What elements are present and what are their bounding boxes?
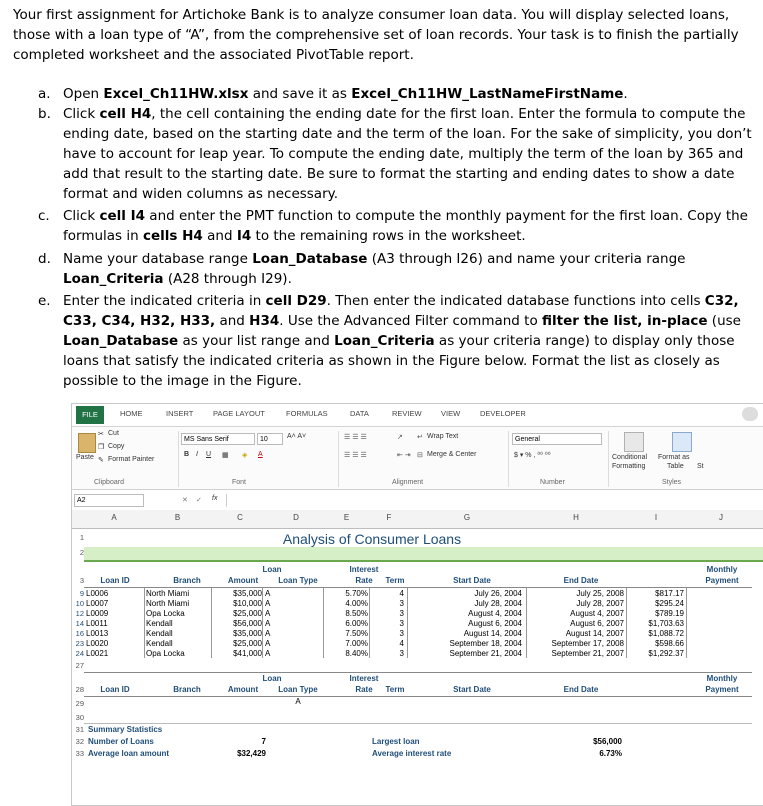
criteria-header-loan: Loan	[262, 674, 282, 683]
cell-loan-type[interactable]: A	[265, 619, 271, 628]
cell-border	[407, 588, 408, 658]
header-payment: Payment	[705, 576, 739, 585]
row-header[interactable]: 31	[75, 725, 84, 734]
number-format-select[interactable]: General	[512, 433, 602, 445]
summary-largest-label: Largest loan	[372, 737, 420, 746]
cell-term[interactable]: 3	[399, 609, 404, 618]
tab-insert[interactable]: INSERT	[166, 409, 194, 418]
cell-term[interactable]: 4	[399, 589, 404, 598]
column-header[interactable]: D	[293, 513, 299, 522]
summary-num-loans-value[interactable]: 7	[261, 737, 266, 746]
cell-payment[interactable]: $1,703.63	[648, 619, 684, 628]
criteria-header-branch: Branch	[173, 685, 201, 694]
cell-payment[interactable]: $817.17	[655, 589, 684, 598]
cancel-icon[interactable]: ✕	[182, 497, 188, 504]
criteria-header-rate: Rate	[355, 685, 373, 694]
cell-branch[interactable]: North Miami	[146, 589, 190, 598]
cell-end-date[interactable]: August 6, 2007	[570, 619, 624, 628]
intro-paragraph: Your first assignment for Artichoke Bank is to analyze consumer loan data. You will display selected loans, those with a loan type of “A”, from the comprehensive set of loan records. Your task is to finish the partially completed worksheet and the associated PivotTable report.	[13, 7, 739, 63]
divider	[178, 431, 179, 487]
align-left-icon[interactable]: ☰ ☰ ☰	[344, 452, 367, 459]
cell-loan-type[interactable]: A	[265, 589, 271, 598]
cell-term[interactable]: 3	[399, 619, 404, 628]
column-header[interactable]: I	[654, 513, 658, 522]
cell-loan-type[interactable]: A	[265, 599, 271, 608]
cell-branch[interactable]: Opa Locka	[146, 649, 185, 658]
cell-branch[interactable]: Kendall	[146, 629, 173, 638]
step-text: Click cell I4 and enter the PMT function to compute the monthly payment for the first loan. Copy the formulas in cells H4 and I4 to the remaining rows in the worksheet.	[63, 208, 748, 244]
step-text: Open Excel_Ch11HW.xlsx and save it as Excel_Ch11HW_LastNameFirstName.	[63, 86, 628, 102]
cell-border	[626, 588, 627, 658]
bold-icon[interactable]: B	[184, 451, 190, 458]
row-header[interactable]: 3	[79, 576, 84, 585]
cell-loan-id[interactable]: L0011	[86, 619, 108, 628]
cell-amount[interactable]: $35,000	[233, 629, 262, 638]
column-headers	[72, 510, 763, 529]
row-header[interactable]: 14	[75, 619, 84, 628]
tab-page-layout[interactable]: PAGE LAYOUT	[213, 409, 265, 418]
criteria-header-end-date: End Date	[563, 685, 599, 694]
cell-start-date[interactable]: August 6, 2004	[468, 619, 522, 628]
step-text: Click cell H4, the cell containing the ending date for the first loan. Enter the formula to compute the ending date, based on the starting date and the term of the loan. For the sake of simplicity, you don’t have to account for leap year. To compute the ending date, multiply the term of the loan by 365 and add that result to the starting date. Be sure to format the starting and ending dates to show a date format and widen columns as necessary.	[63, 106, 752, 202]
merge-icon[interactable]: ⊟	[417, 452, 423, 459]
cell-border	[211, 588, 212, 658]
header-loan: Loan	[262, 565, 282, 574]
title-underline	[84, 560, 763, 562]
alignment-group-label: Alignment	[392, 479, 424, 486]
header-amount: Amount	[227, 576, 259, 585]
conditional-formatting-icon[interactable]	[624, 432, 644, 452]
cell-end-date[interactable]: July 28, 2007	[576, 599, 624, 608]
summary-avg-rate-label: Average interest rate	[372, 749, 452, 758]
cell-start-date[interactable]: July 26, 2004	[474, 589, 522, 598]
cell-rate[interactable]: 6.00%	[345, 619, 368, 628]
row-header[interactable]: 1	[79, 533, 84, 542]
format-painter-button[interactable]: Format Painter	[108, 456, 155, 463]
cell-end-date[interactable]: August 4, 2007	[570, 609, 624, 618]
cell-payment[interactable]: $1,088.72	[648, 629, 684, 638]
cell-start-date[interactable]: August 14, 2004	[463, 629, 522, 638]
cell-loan-type[interactable]: A	[265, 649, 271, 658]
clipboard-group-label: Clipboard	[94, 479, 124, 486]
divider	[508, 431, 509, 487]
font-size-select[interactable]: 10	[257, 433, 283, 445]
number-group-label: Number	[540, 479, 565, 486]
tab-view[interactable]: VIEW	[441, 409, 461, 418]
header-start-date: Start Date	[453, 576, 491, 585]
criteria-border	[84, 672, 752, 673]
format-as-table-icon[interactable]	[672, 432, 692, 452]
header-monthly: Monthly	[706, 565, 738, 574]
insert-function-button[interactable]: fx	[212, 495, 218, 502]
cell-term[interactable]: 3	[399, 599, 404, 608]
conditional-formatting-button[interactable]: Conditional	[612, 454, 648, 461]
tab-developer[interactable]: DEVELOPER	[480, 409, 526, 418]
row-header[interactable]: 27	[75, 661, 84, 670]
header-loan-id: Loan ID	[100, 576, 130, 585]
cell-start-date[interactable]: August 4, 2004	[468, 609, 522, 618]
divider	[608, 431, 609, 487]
summary-avg-rate-value[interactable]: 6.73%	[599, 749, 622, 758]
column-header[interactable]: F	[386, 513, 392, 522]
selected-row-2	[84, 547, 763, 560]
cell-loan-id[interactable]: L0021	[86, 649, 109, 658]
formula-bar	[72, 490, 763, 511]
cell-loan-id[interactable]: L0006	[86, 589, 109, 598]
paste-button[interactable]: Paste	[76, 454, 94, 461]
step-text: Name your database range Loan_Database (A3 through I26) and name your criteria range Loan_Criteria (A28 through I29).	[63, 251, 686, 287]
cell-term[interactable]: 3	[399, 629, 404, 638]
header-term: Term	[385, 576, 405, 585]
enter-icon[interactable]: ✓	[196, 497, 202, 504]
criteria-header-start-date: Start Date	[453, 685, 491, 694]
row-header[interactable]: 30	[75, 713, 84, 722]
tab-formulas[interactable]: FORMULAS	[286, 409, 328, 418]
cell-payment[interactable]: $789.19	[655, 609, 684, 618]
step-marker: a.	[38, 86, 51, 102]
cell-amount[interactable]: $56,000	[233, 619, 262, 628]
cell-end-date[interactable]: September 21, 2007	[551, 649, 624, 658]
sheet-title: Analysis of Consumer Loans	[282, 531, 462, 547]
cell-term[interactable]: 3	[399, 649, 404, 658]
cell-rate[interactable]: 8.50%	[345, 609, 368, 618]
name-box[interactable]: A2	[74, 494, 144, 507]
criteria-header-payment: Payment	[705, 685, 739, 694]
column-header[interactable]: E	[343, 513, 350, 522]
cut-icon[interactable]: ✂	[98, 431, 104, 438]
row-header[interactable]: 10	[75, 599, 84, 608]
indent-icon[interactable]: ⇤ ⇥	[397, 452, 411, 459]
column-header[interactable]: A	[111, 513, 117, 522]
table-label: Table	[667, 463, 684, 470]
cell-rate[interactable]: 7.00%	[345, 639, 368, 648]
cell-branch[interactable]: Kendall	[146, 619, 173, 628]
cell-rate[interactable]: 5.70%	[345, 589, 368, 598]
cell-border	[262, 588, 263, 658]
fill-color-icon[interactable]: ◈	[242, 452, 248, 459]
row-header[interactable]: 32	[75, 737, 84, 746]
row-header[interactable]: 2	[79, 548, 84, 557]
row-header[interactable]: 9	[79, 589, 84, 598]
row-header[interactable]: 24	[75, 649, 84, 658]
row-header[interactable]: 28	[75, 685, 84, 694]
cell-start-date[interactable]: September 21, 2004	[449, 649, 522, 658]
row-header[interactable]: 16	[75, 629, 84, 638]
tab-data[interactable]: DATA	[350, 409, 369, 418]
criteria-loan-type-value[interactable]: A	[295, 697, 301, 706]
cell-amount[interactable]: $35,000	[233, 589, 262, 598]
cell-amount[interactable]: $10,000	[233, 599, 262, 608]
accounting-format-icon[interactable]: $ ▾ % , ⁰⁰ ⁰⁰	[514, 452, 551, 459]
cell-payment[interactable]: $295.24	[655, 599, 684, 608]
row-header[interactable]: 29	[75, 699, 84, 708]
copy-icon[interactable]: ❐	[98, 444, 105, 451]
formula-input[interactable]	[226, 494, 763, 507]
orientation-icon[interactable]: ↗	[397, 434, 403, 441]
summary-avg-amount-value[interactable]: $32,429	[237, 749, 266, 758]
styles-group-label: Styles	[662, 479, 682, 486]
grow-font-icon[interactable]: A˄ A˅	[287, 433, 307, 440]
tab-file[interactable]: FILE	[76, 406, 104, 424]
column-header[interactable]: G	[463, 513, 471, 522]
cell-amount[interactable]: $25,000	[233, 609, 262, 618]
cell-border	[323, 588, 324, 658]
cut-button[interactable]: Cut	[108, 430, 119, 437]
criteria-header-loan-id: Loan ID	[100, 685, 130, 694]
cell-styles-label[interactable]: St	[697, 463, 704, 470]
criteria-header-interest: Interest	[349, 674, 379, 683]
worksheet-grid	[72, 529, 763, 806]
criteria-header-term: Term	[385, 685, 405, 694]
step-marker: d.	[38, 251, 51, 267]
formatting-label: Formatting	[612, 463, 646, 470]
font-name-select[interactable]: MS Sans Serif	[181, 433, 255, 445]
cell-loan-type[interactable]: A	[265, 609, 271, 618]
row-header[interactable]: 33	[75, 749, 84, 758]
wrap-text-button[interactable]: Wrap Text	[427, 433, 459, 440]
cell-branch[interactable]: Kendall	[146, 639, 173, 648]
criteria-header-monthly: Monthly	[706, 674, 738, 683]
summary-border	[84, 723, 752, 724]
cell-border	[686, 588, 687, 658]
cell-loan-type[interactable]: A	[265, 639, 271, 648]
ribbon	[72, 427, 763, 490]
summary-num-loans-label: Number of Loans	[88, 737, 154, 746]
ribbon-tabs	[72, 404, 763, 427]
excel-screenshot	[71, 403, 763, 806]
summary-title: Summary Statistics	[88, 725, 163, 734]
cell-amount[interactable]: $41,000	[233, 649, 262, 658]
merge-center-button[interactable]: Merge & Center	[427, 451, 477, 458]
cell-rate[interactable]: 7.50%	[345, 629, 368, 638]
cell-loan-id[interactable]: L0020	[86, 639, 109, 648]
cell-loan-type[interactable]: A	[265, 629, 271, 638]
column-header[interactable]: H	[573, 513, 579, 522]
column-header[interactable]: J	[719, 513, 723, 522]
cell-border	[526, 588, 527, 658]
borders-icon[interactable]: ▦	[222, 452, 229, 459]
cell-border	[144, 588, 145, 658]
tab-home[interactable]: HOME	[120, 409, 143, 418]
step-text: Enter the indicated criteria in cell D29. Then enter the indicated database functions into cells C32, C33, C34, H32, H33, and H34. Use the Advanced Filter command to filter the list, in-place (use Loan_Database as your list range and Loan_Criteria as your criteria range) to display only those loans that satisfy the indicated criteria as shown in the Figure below. Format the list as closely as possible to the image in the Figure.	[63, 293, 741, 389]
header-rate: Rate	[355, 576, 373, 585]
cell-start-date[interactable]: September 18, 2004	[449, 639, 522, 648]
format-painter-icon[interactable]: ✎	[98, 457, 104, 464]
header-end-date: End Date	[563, 576, 599, 585]
criteria-border	[84, 696, 752, 697]
underline-icon[interactable]: U	[206, 451, 212, 458]
cell-end-date[interactable]: August 14, 2007	[565, 629, 624, 638]
cell-branch[interactable]: North Miami	[146, 599, 190, 608]
header-interest: Interest	[349, 565, 379, 574]
font-group-label: Font	[232, 479, 247, 486]
criteria-header-loan-type: Loan Type	[278, 685, 318, 694]
summary-avg-amount-label: Average loan amount	[88, 749, 170, 758]
format-as-table-button[interactable]: Format as	[658, 454, 690, 461]
column-header[interactable]: C	[237, 513, 243, 522]
header-branch: Branch	[173, 576, 201, 585]
cell-border	[369, 588, 370, 658]
cell-rate[interactable]: 8.40%	[345, 649, 368, 658]
cell-term[interactable]: 4	[399, 639, 404, 648]
cell-payment[interactable]: $1,292.37	[648, 649, 684, 658]
cell-loan-id[interactable]: L0013	[86, 629, 109, 638]
wrap-text-icon[interactable]: ↵	[417, 434, 423, 441]
column-header[interactable]: B	[174, 513, 181, 522]
align-top-icon[interactable]: ☰ ☰ ☰	[344, 434, 367, 441]
cell-loan-id[interactable]: L0007	[86, 599, 109, 608]
cell-payment[interactable]: $598.66	[655, 639, 684, 648]
cell-end-date[interactable]: September 17, 2008	[551, 639, 624, 648]
cell-branch[interactable]: Opa Locka	[146, 609, 185, 618]
row-header[interactable]: 23	[75, 639, 84, 648]
tab-review[interactable]: REVIEW	[392, 409, 422, 418]
font-color-icon[interactable]: A	[258, 451, 263, 458]
criteria-header-amount: Amount	[227, 685, 259, 694]
header-loan-type: Loan Type	[278, 576, 318, 585]
header-border	[84, 587, 752, 588]
cell-end-date[interactable]: July 25, 2008	[576, 589, 624, 598]
account-avatar[interactable]	[742, 407, 758, 421]
cell-amount[interactable]: $25,000	[233, 639, 262, 648]
cell-rate[interactable]: 4.00%	[345, 599, 368, 608]
step-marker: e.	[38, 293, 51, 309]
row-header[interactable]: 12	[75, 609, 84, 618]
cell-start-date[interactable]: July 28, 2004	[474, 599, 522, 608]
step-marker: b.	[38, 106, 51, 122]
paste-icon[interactable]	[78, 433, 96, 453]
step-marker: c.	[38, 208, 50, 224]
summary-largest-value[interactable]: $56,000	[593, 737, 622, 746]
cell-loan-id[interactable]: L0009	[86, 609, 109, 618]
italic-icon[interactable]: I	[196, 451, 198, 458]
divider	[338, 431, 339, 487]
copy-button[interactable]: Copy	[108, 443, 125, 450]
